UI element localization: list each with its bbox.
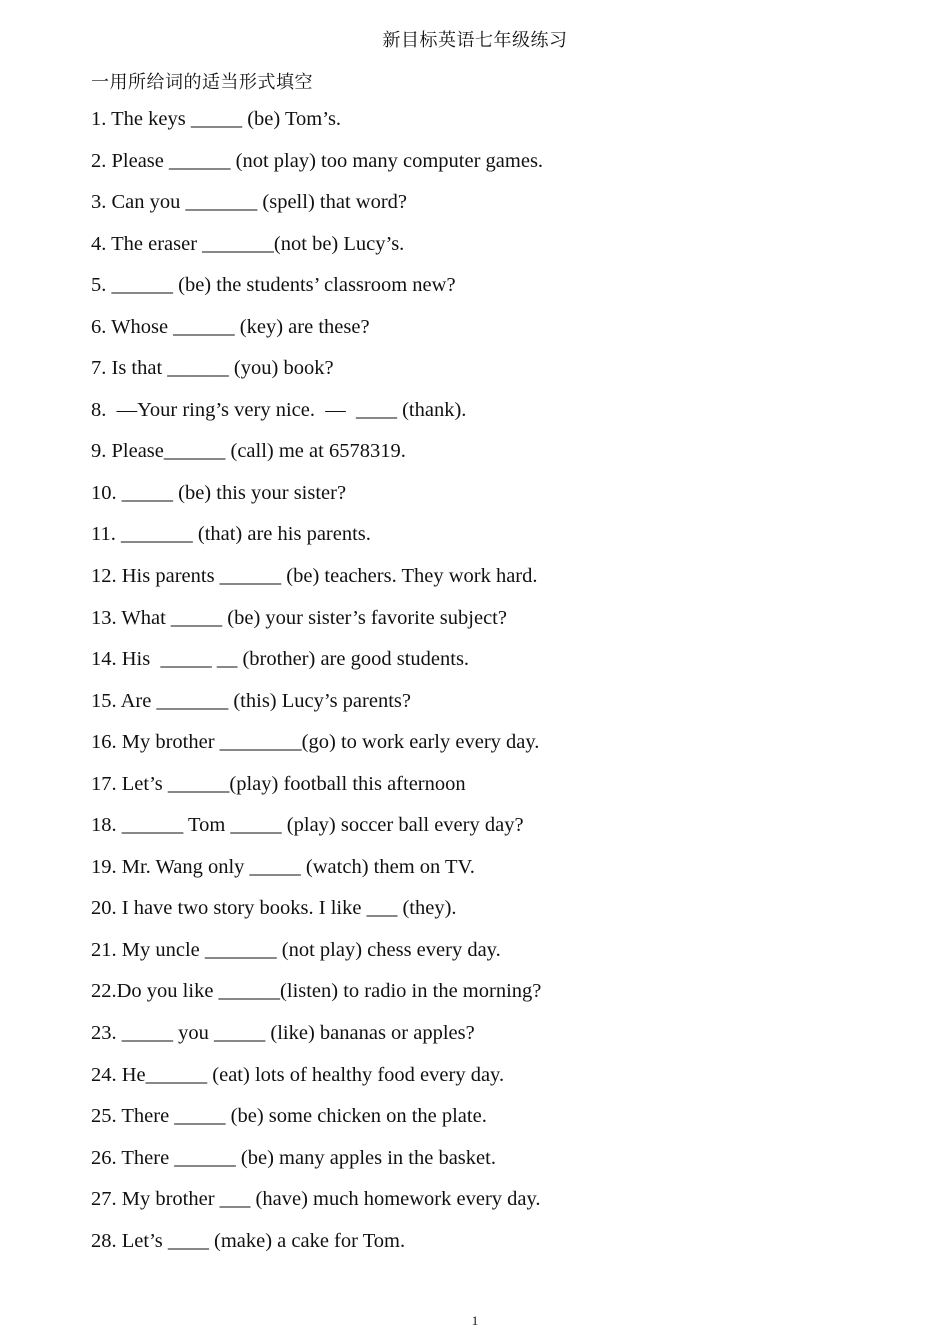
exercise-item: 23. _____ you _____ (like) bananas or apples? — [91, 1022, 475, 1045]
exercise-item: 15. Are _______ (this) Lucy’s parents? — [91, 689, 411, 712]
exercise-item: 2. Please ______ (not play) too many computer games. — [91, 149, 544, 172]
exercise-item: 3. Can you _______ (spell) that word? — [91, 191, 407, 214]
exercise-item: 27. My brother ___ (have) much homework every day. — [91, 1188, 541, 1211]
exercise-item: 13. What _____ (be) your sister’s favorite subject? — [91, 606, 507, 629]
exercise-item: 6. Whose ______ (key) are these? — [91, 315, 370, 338]
exercise-item: 25. There _____ (be) some chicken on the plate. — [91, 1105, 487, 1128]
exercise-item: 7. Is that ______ (you) book? — [91, 357, 334, 380]
exercise-item: 20. I have two story books. I like ___ (they). — [91, 897, 457, 920]
exercise-item: 4. The eraser _______(not be) Lucy’s. — [91, 232, 405, 255]
exercise-item: 28. Let’s ____ (make) a cake for Tom. — [91, 1229, 406, 1252]
exercise-item: 17. Let’s ______(play) football this afternoon — [91, 772, 466, 795]
exercise-item: 18. ______ Tom _____ (play) soccer ball every day? — [91, 814, 524, 837]
exercise-item: 12. His parents ______ (be) teachers. They work hard. — [91, 565, 538, 588]
exercise-item: 14. His _____ __ (brother) are good students. — [91, 648, 470, 671]
exercise-item: 8. —Your ring’s very nice. — ____ (thank). — [91, 398, 467, 421]
exercise-item: 11. _______ (that) are his parents. — [91, 523, 371, 546]
exercise-item: 9. Please______ (call) me at 6578319. — [91, 440, 406, 463]
exercise-item: 16. My brother ________(go) to work early every day. — [91, 731, 540, 754]
exercise-item: 10. _____ (be) this your sister? — [91, 481, 347, 504]
page-title: 新目标英语七年级练习 — [382, 30, 568, 50]
exercise-item: 21. My uncle _______ (not play) chess every day. — [91, 938, 501, 961]
section-heading: 一用所给词的适当形式填空 — [91, 72, 313, 92]
exercise-item: 19. Mr. Wang only _____ (watch) them on TV. — [91, 855, 475, 878]
page-number: 1 — [471, 1313, 479, 1328]
exercise-item: 26. There ______ (be) many apples in the basket. — [91, 1146, 496, 1169]
exercise-item: 24. He______ (eat) lots of healthy food every day. — [91, 1063, 505, 1086]
exercise-item: 22.Do you like ______(listen) to radio in the morning? — [91, 980, 542, 1003]
exercise-item: 5. ______ (be) the students’ classroom new? — [91, 274, 456, 297]
exercise-list — [91, 104, 543, 1267]
exercise-item: 1. The keys _____ (be) Tom’s. — [91, 108, 342, 130]
